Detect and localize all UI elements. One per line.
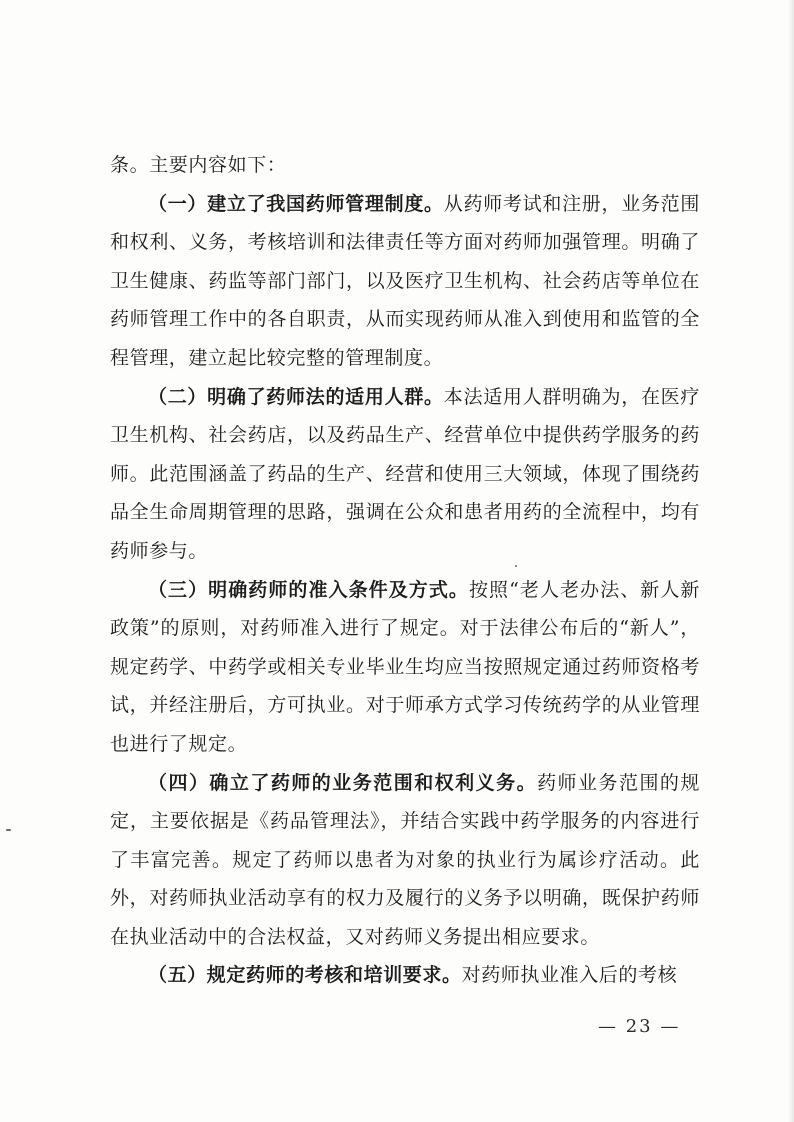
scan-speck xyxy=(515,565,517,567)
paragraph-body: 本法适用人群明确为，在医疗卫生机构、社会药店，以及药品生产、经营单位中提供药学服务的药师。此范围涵盖了药品的生产、经营和使用三大领域，体现了围绕药品全生命周期管理的思路，强调在公众和患者用药的全流程中，均有药师参与。 xyxy=(110,385,700,562)
paragraph-section-4 xyxy=(110,764,700,957)
body-text xyxy=(110,146,700,995)
paragraph-body: 条。主要内容如下： xyxy=(110,154,287,176)
paragraph-body: 从药师考试和注册，业务范围和权利、义务，考核培训和法律责任等方面对药师加强管理。明确了卫生健康、药监等部门部门，以及医疗卫生机构、社会药店等单位在药师管理工作中的各自职责，从而实现药师从准入到使用和监管的全程管理，建立起比较完整的管理制度。 xyxy=(110,192,700,369)
paragraph-section-5 xyxy=(110,956,700,995)
paragraph-heading: （一）建立了我国药师管理制度。 xyxy=(148,192,444,215)
paragraph-heading: （四）确立了药师的业务范围和权利义务。 xyxy=(148,771,538,794)
page-number: — 23 — xyxy=(598,1016,681,1037)
paragraph-intro xyxy=(110,146,700,185)
paragraph-heading: （五）规定药师的考核和培训要求。 xyxy=(148,964,462,987)
paragraph-section-2 xyxy=(110,378,700,571)
page-edge-shadow xyxy=(788,0,794,1122)
paragraph-heading: （二）明确了药师法的适用人群。 xyxy=(148,385,444,408)
paragraph-body: 对药师执业准入后的考核 xyxy=(461,964,678,987)
paragraph-body: 按照“老人老办法、新人新政策”的原则，对药师准入进行了规定。对于法律公布后的“新人”，规定药学、中药学或相关专业毕业生均应当按照规定通过药师资格考试，并经注册后，方可执业。对于师承方式学习传统药学的从业管理也进行了规定。 xyxy=(110,578,700,755)
paragraph-heading: （三）明确药师的准入条件及方式。 xyxy=(148,578,469,601)
paragraph-body: 药师业务范围的规定，主要依据是《药品管理法》，并结合实践中药学服务的内容进行了丰富完善。规定了药师以患者为对象的执业行为属诊疗活动。此外，对药师执业活动享有的权力及履行的义务予以明确，既保护药师在执业活动中的合法权益，又对药师义务提出相应要求。 xyxy=(110,771,700,948)
paragraph-section-3 xyxy=(110,571,700,764)
scan-speck xyxy=(6,829,11,831)
paragraph-section-1 xyxy=(110,185,700,378)
